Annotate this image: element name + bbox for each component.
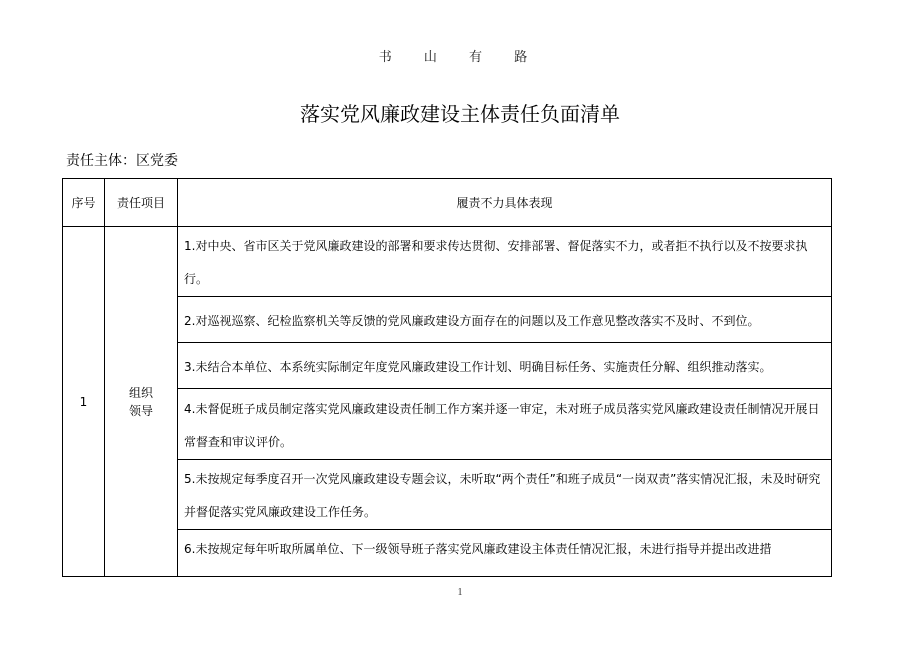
table-header-row [63,179,832,227]
desc-item-2: 2.对巡视巡察、纪检监察机关等反馈的党风廉政建设方面存在的问题以及工作意见整改落实不及时、不到位。 [178,297,832,343]
desc-item-6: 6.未按规定每年听取所属单位、下一级领导班子落实党风廉政建设主体责任情况汇报，未进行指导并提出改进措 [178,530,832,577]
desc-item-1: 1.对中央、省市区关于党风廉政建设的部署和要求传达贯彻、安排部署、督促落实不力，或者拒不执行以及不按要求执行。 [178,227,832,297]
responsibility-subject: 责任主体：区党委 [66,153,178,169]
item-line-2: 领导 [128,403,153,418]
table-row [63,460,832,530]
table-row [63,343,832,389]
header-desc: 履责不力具体表现 [178,179,832,227]
document-title: 落实党风廉政建设主体责任负面清单 [300,102,620,126]
page-number: 1 [457,587,463,598]
desc-item-3: 3.未结合本单位、本系统实际制定年度党风廉政建设工作计划、明确目标任务、实施责任分解、组织推动落实。 [178,343,832,389]
table-row [63,389,832,460]
responsibility-item [105,227,178,577]
seq-number: 1 [63,227,105,577]
desc-item-4: 4.未督促班子成员制定落实党风廉政建设责任制工作方案并逐一审定，未对班子成员落实党风廉政建设责任制情况开展日常督查和审议评价。 [178,389,832,460]
table-row [63,297,832,343]
negative-list-table [62,178,832,577]
desc-item-5: 5.未按规定每季度召开一次党风廉政建设专题会议，未听取“两个责任”和班子成员“一岗双责”落实情况汇报，未及时研究并督促落实党风廉政建设工作任务。 [178,460,832,530]
header-item: 责任项目 [105,179,178,227]
item-line-1: 组织 [128,385,153,400]
table-row [63,227,832,297]
table-row [63,530,832,577]
header-seq: 序号 [63,179,105,227]
running-header: 书 山 有 路 [378,50,542,65]
